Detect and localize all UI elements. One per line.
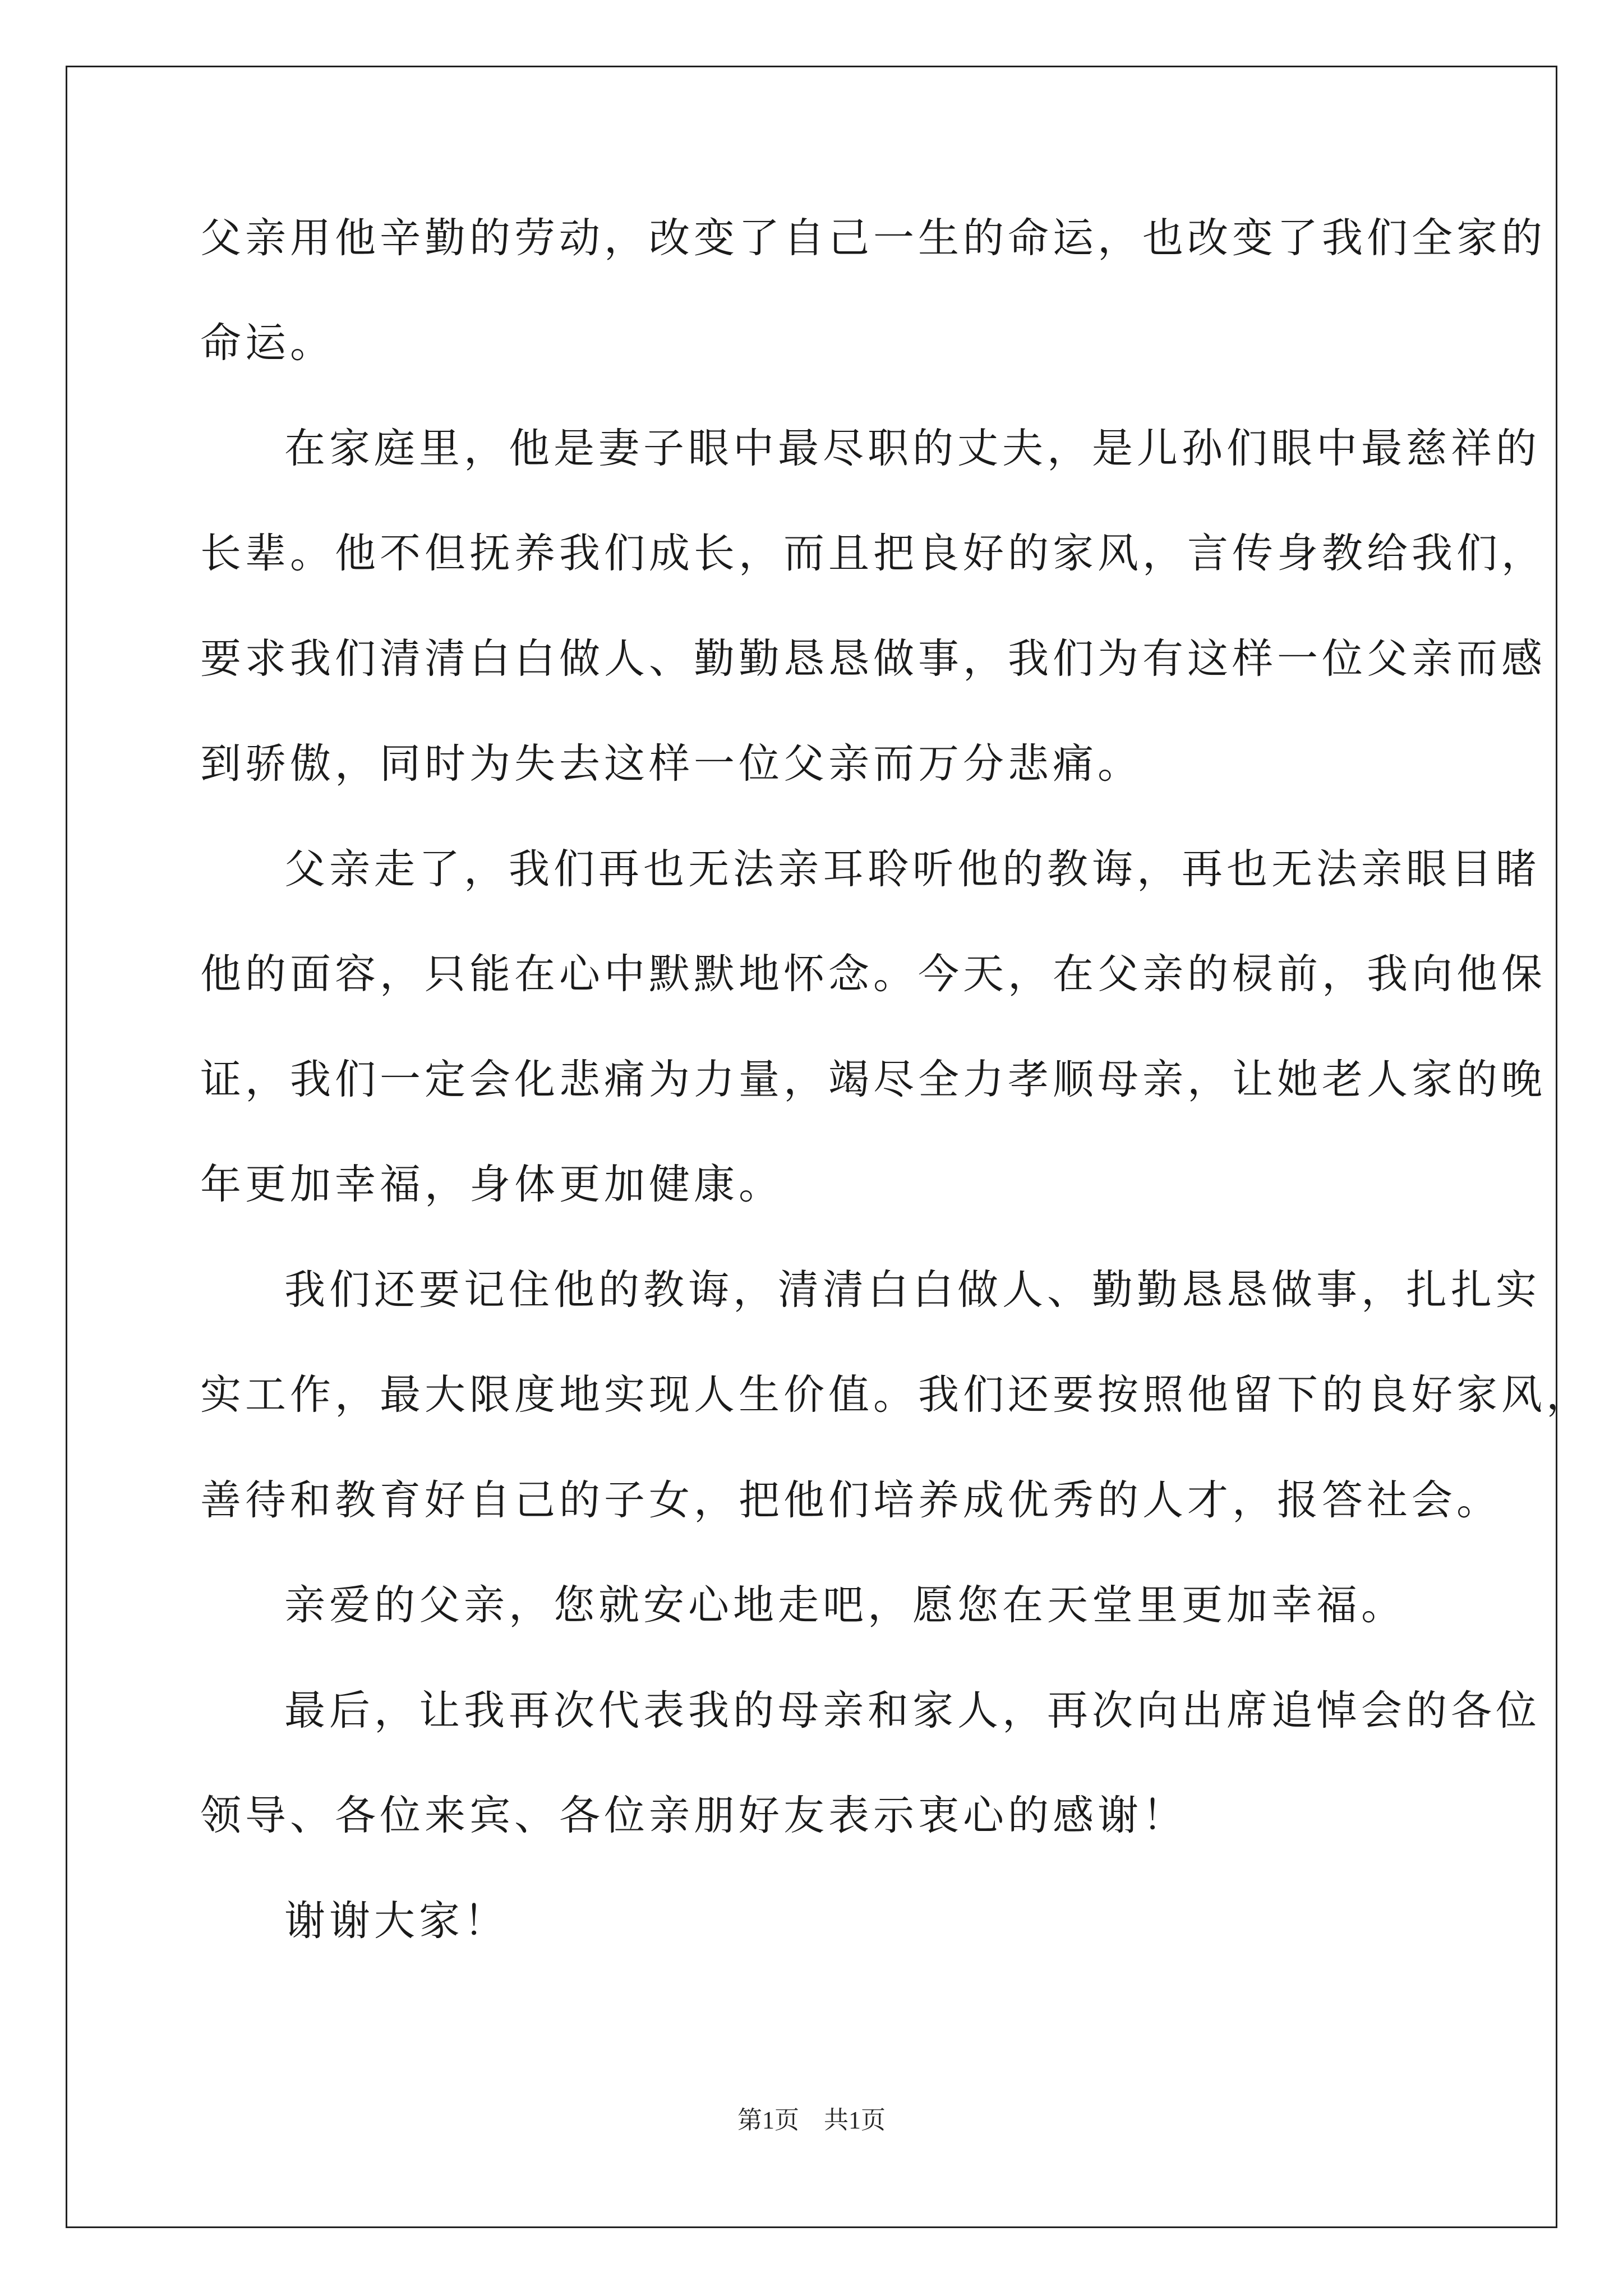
text-line: 他的面容，只能在心中默默地怀念。今天，在父亲的棂前，我向他保 [200,950,1546,998]
text-line: 年更加幸福，身体更加健康。 [200,1161,783,1208]
paragraph-start-line: 在家庭里，他是妻子眼中最尽职的丈夫，是儿孙们眼中最慈祥的 [284,425,1541,472]
text-line: 实工作，最大限度地实现人生价值。我们还要按照他留下的良好家风， [200,1371,1591,1419]
page-number: 第1页 共1页 [737,2106,886,2134]
text-line: 证，我们一定会化悲痛为力量，竭尽全力孝顺母亲，让她老人家的晚 [200,1056,1546,1103]
paragraph-start-line: 我们还要记住他的教诲，清清白白做人、勤勤恳恳做事，扎扎实 [284,1266,1541,1314]
text-line: 命运。 [200,319,335,367]
text-line: 领导、各位来宾、各位亲朋好友表示衷心的感谢！ [200,1792,1187,1839]
text-line: 善待和教育好自己的子女，把他们培养成优秀的人才，报答社会。 [200,1476,1501,1524]
text-line: 长辈。他不但抚养我们成长，而且把良好的家风，言传身教给我们， [200,530,1546,577]
paragraph-start-line: 亲爱的父亲，您就安心地走吧，愿您在天堂里更加幸福。 [284,1581,1406,1629]
text-line: 到骄傲，同时为失去这样一位父亲而万分悲痛。 [200,740,1142,788]
page-footer [0,2104,1623,2137]
paragraph-start-line: 父亲走了，我们再也无法亲耳聆听他的教诲，再也无法亲眼目睹 [284,845,1541,893]
text-line: 要求我们清清白白做人、勤勤恳恳做事，我们为有这样一位父亲而感 [200,635,1546,683]
text-line: 父亲用他辛勤的劳动，改变了自己一生的命运，也改变了我们全家的 [200,214,1546,262]
paragraph-start-line: 谢谢大家！ [284,1897,509,1945]
paragraph-start-line: 最后，让我再次代表我的母亲和家人，再次向出席追悼会的各位 [284,1687,1541,1734]
